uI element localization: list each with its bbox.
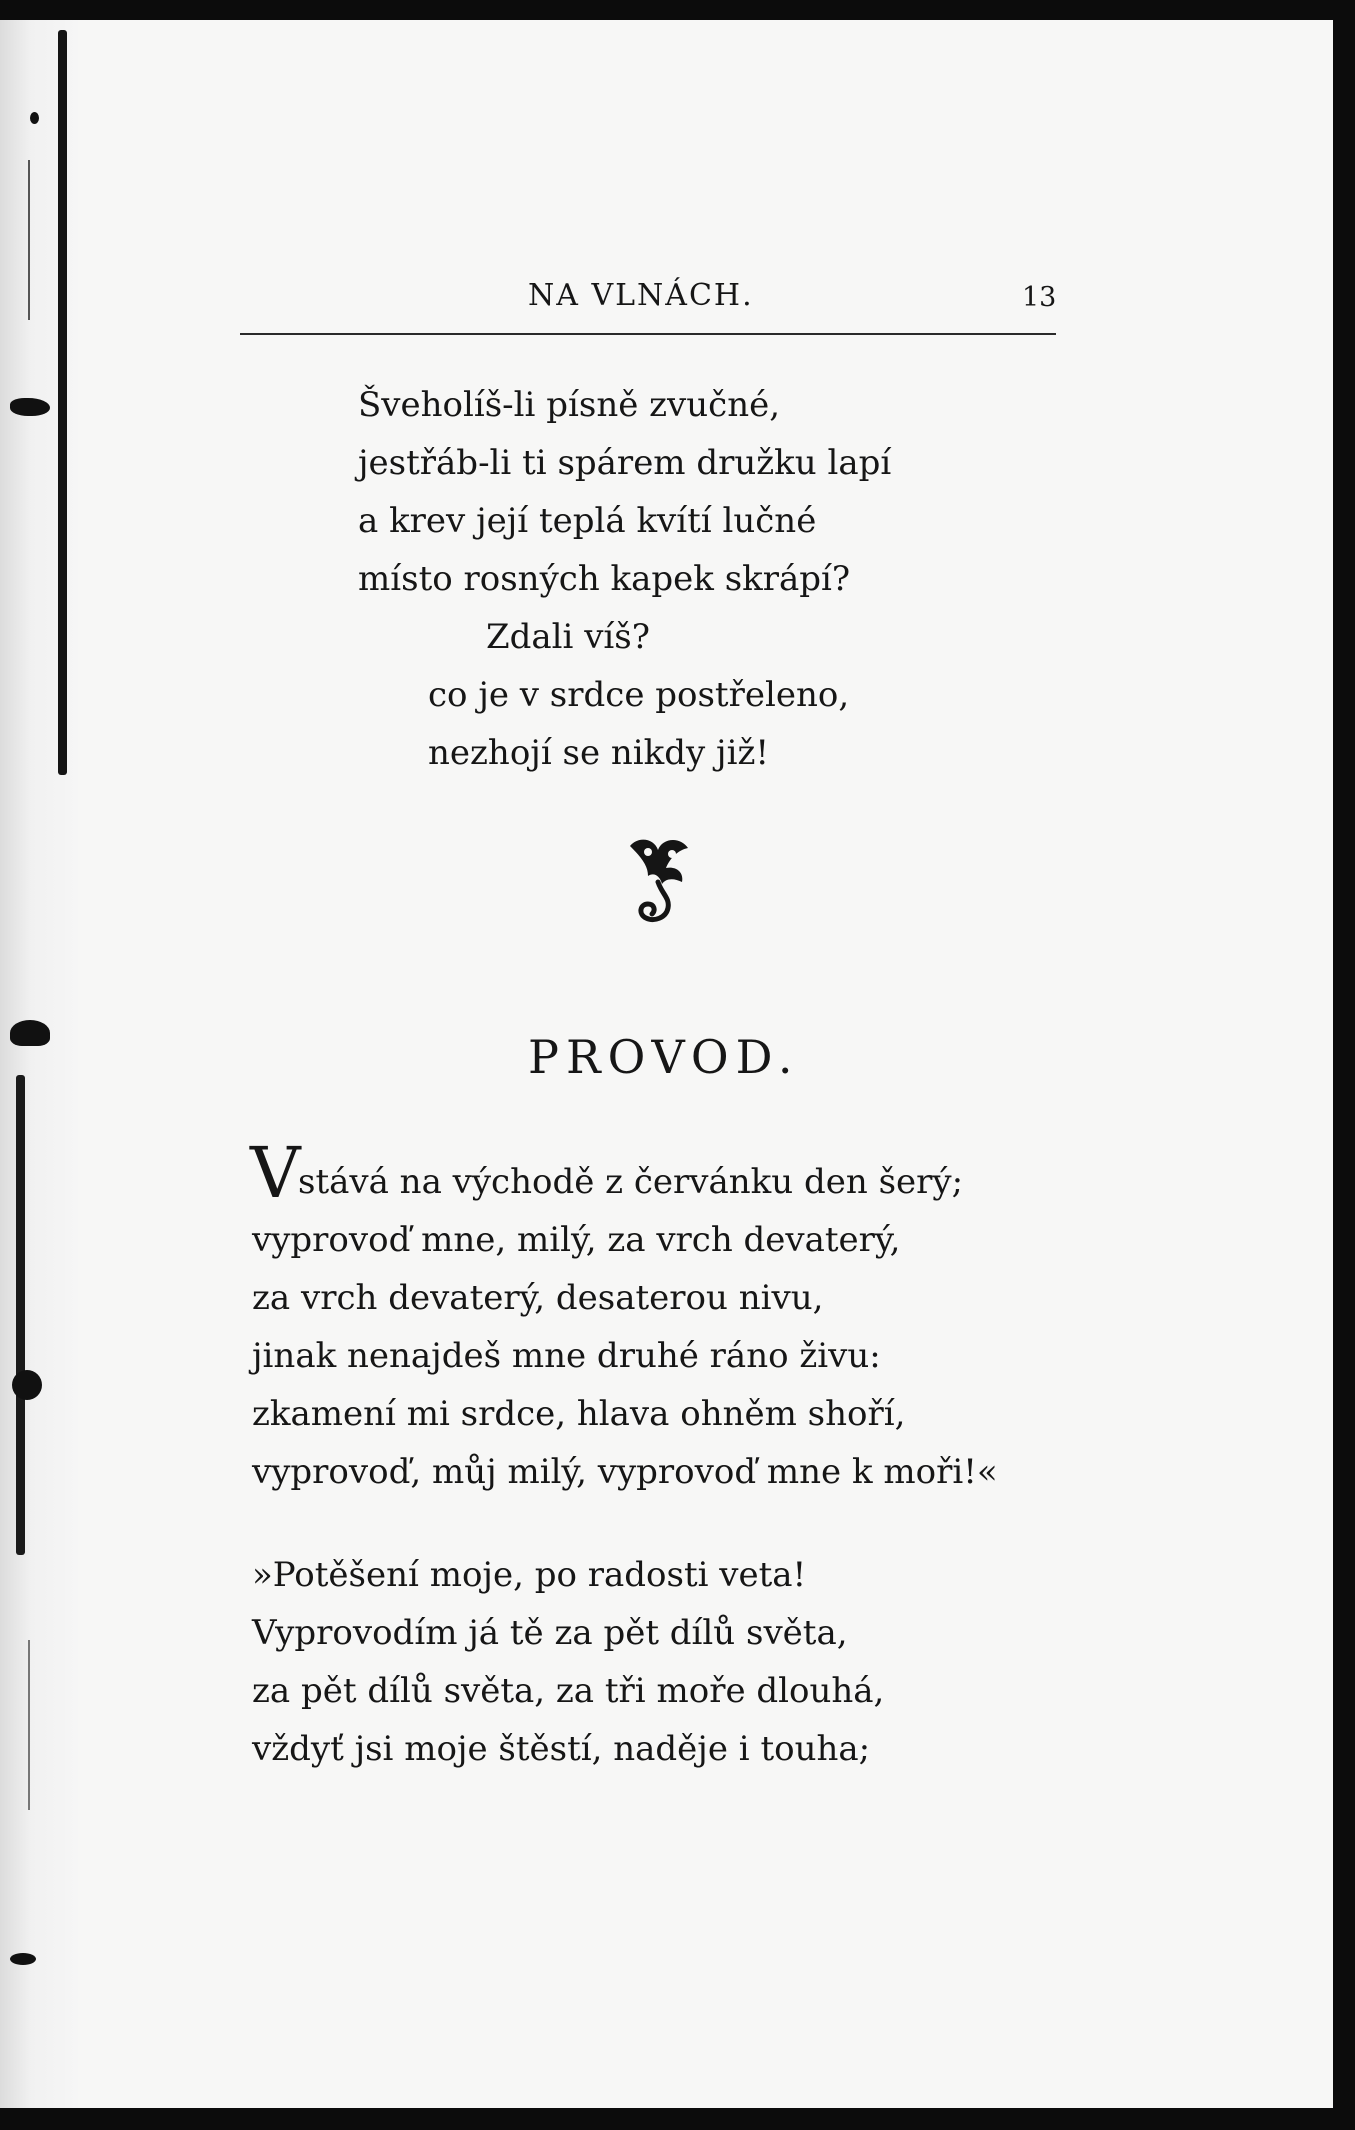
binding-line [28,1640,30,1810]
verse-line: za pět dílů světa, za tři moře dlouhá, [252,1671,885,1711]
scan-top-border [0,0,1355,20]
poem-title: PROVOD. [528,1030,800,1084]
binding-mark [10,1020,50,1046]
verse-line: vyprovoď, můj milý, vyprovoď mne k moři!« [252,1452,998,1492]
verse-line: a krev její teplá kvítí lučné [358,501,817,541]
binding-line [28,160,30,320]
verse-line: zkamení mi srdce, hlava ohněm shoří, [252,1394,906,1434]
binding-mark [10,1953,36,1965]
scan-right-border [1333,0,1355,2130]
drop-cap: V [250,1132,301,1214]
verse-line: Vyprovodím já tě za pět dílů světa, [252,1613,848,1653]
binding-shadow [58,30,67,775]
floral-vignette-icon [618,832,698,932]
binding-mark [10,398,50,416]
page-number: 13 [1022,282,1057,313]
running-title: NA VLNÁCH. [528,278,754,313]
verse-line: jinak nenajdeš mne druhé ráno živu: [252,1336,881,1376]
binding-mark [12,1370,42,1400]
verse-line: vyprovoď mne, milý, za vrch devaterý, [252,1220,901,1260]
binding-shadow [16,1075,25,1555]
binding-mark [30,112,39,124]
header-rule [240,333,1056,335]
verse-line: místo rosných kapek skrápí? [358,559,851,599]
scan-bottom-border [0,2108,1355,2130]
verse-line: nezhojí se nikdy již! [428,733,770,773]
verse-line: Šveholíš-li písně zvučné, [358,385,781,425]
verse-line: stává na východě z červánku den šerý; [298,1162,964,1202]
verse-line: jestřáb-li ti spárem družku lapí [358,443,892,483]
verse-line: vždyť jsi moje štěstí, naděje i touha; [252,1729,871,1769]
verse-line: »Potěšení moje, po radosti veta! [252,1555,807,1595]
verse-line: za vrch devaterý, desaterou nivu, [252,1278,824,1318]
verse-line: co je v srdce postřeleno, [428,675,850,715]
verse-line: Zdali víš? [486,617,650,657]
